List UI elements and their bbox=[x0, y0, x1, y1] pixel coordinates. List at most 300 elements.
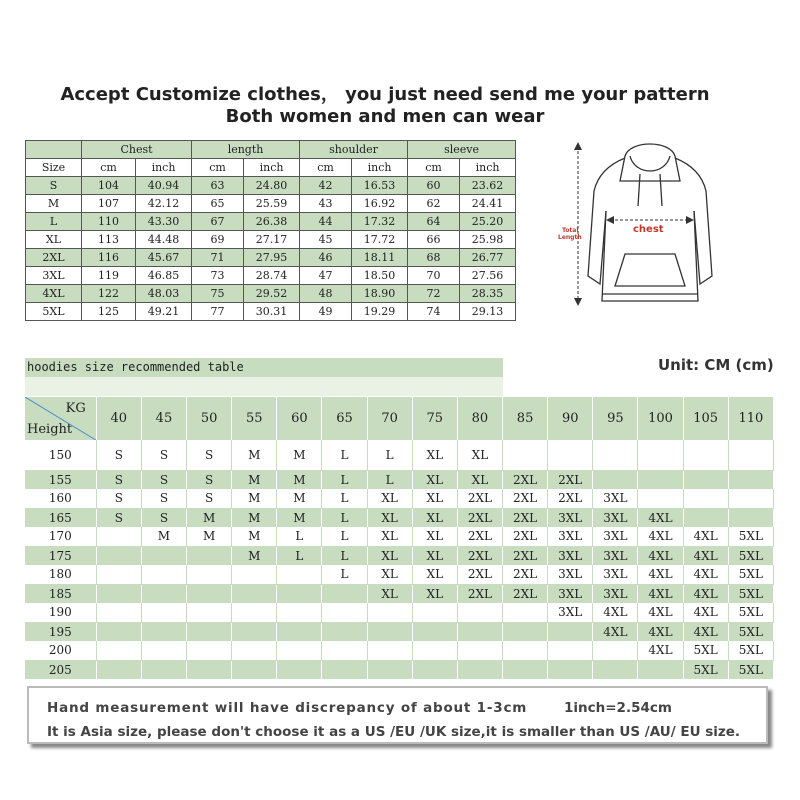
recommended-size-cell bbox=[96, 527, 141, 546]
recommended-size-cell: L bbox=[322, 565, 367, 584]
table-row bbox=[25, 508, 774, 527]
measurement-cell: 44 bbox=[300, 213, 352, 231]
recommended-size-cell: 4XL bbox=[638, 641, 683, 660]
measurement-cell: 18.50 bbox=[352, 267, 408, 285]
recommended-size-cell: 3XL bbox=[548, 527, 593, 546]
recommended-size-cell: S bbox=[141, 489, 186, 508]
size-table-unit-header: cm bbox=[192, 159, 244, 177]
size-table-group-header: Chest bbox=[82, 141, 192, 159]
height-cell: 155 bbox=[25, 470, 96, 489]
recommended-size-cell: 3XL bbox=[593, 527, 638, 546]
recommended-size-cell bbox=[277, 603, 322, 622]
recommended-size-cell: 5XL bbox=[683, 641, 728, 660]
weight-header: 70 bbox=[367, 397, 412, 440]
recommended-size-cell bbox=[548, 660, 593, 679]
recommended-size-cell bbox=[638, 440, 683, 470]
recommended-size-cell: XL bbox=[367, 584, 412, 603]
recommended-size-cell: M bbox=[232, 470, 277, 489]
recommended-size-cell: 3XL bbox=[548, 603, 593, 622]
recommended-size-cell: L bbox=[322, 527, 367, 546]
recommended-size-cell: S bbox=[96, 489, 141, 508]
recommended-size-cell bbox=[683, 440, 728, 470]
recommended-size-cell bbox=[548, 641, 593, 660]
height-cell: 205 bbox=[25, 660, 96, 679]
weight-header: 50 bbox=[187, 397, 232, 440]
recommended-size-cell bbox=[96, 565, 141, 584]
size-measurement-table bbox=[25, 140, 516, 321]
recommended-size-cell bbox=[232, 641, 277, 660]
recommended-size-cell bbox=[412, 641, 457, 660]
measurement-cell: 29.52 bbox=[244, 285, 300, 303]
measurement-cell: 46 bbox=[300, 249, 352, 267]
recommended-size-cell bbox=[503, 622, 548, 641]
table-row bbox=[25, 584, 774, 603]
recommended-size-cell: M bbox=[277, 508, 322, 527]
recommended-table-caption: hoodies size recommended table bbox=[25, 358, 503, 377]
recommended-size-cell: L bbox=[277, 527, 322, 546]
size-table-unit-header: inch bbox=[460, 159, 516, 177]
recommended-size-cell bbox=[638, 489, 683, 508]
size-cell: XL bbox=[26, 231, 82, 249]
recommended-size-cell bbox=[367, 641, 412, 660]
measurement-cell: 47 bbox=[300, 267, 352, 285]
recommended-size-cell: L bbox=[322, 440, 367, 470]
recommended-size-cell bbox=[593, 470, 638, 489]
height-cell: 165 bbox=[25, 508, 96, 527]
recommended-size-cell: XL bbox=[412, 527, 457, 546]
size-table-unit-header: inch bbox=[244, 159, 300, 177]
recommended-size-cell: 5XL bbox=[728, 641, 773, 660]
recommended-size-cell bbox=[322, 641, 367, 660]
size-cell: M bbox=[26, 195, 82, 213]
recommended-size-cell bbox=[728, 508, 773, 527]
measurement-cell: 29.13 bbox=[460, 303, 516, 321]
size-cell: 4XL bbox=[26, 285, 82, 303]
recommended-size-cell: M bbox=[232, 440, 277, 470]
measurement-cell: 66 bbox=[408, 231, 460, 249]
recommended-size-cell: L bbox=[277, 546, 322, 565]
recommended-size-cell bbox=[457, 660, 502, 679]
recommended-size-cell: XL bbox=[412, 508, 457, 527]
recommended-size-cell: XL bbox=[412, 470, 457, 489]
recommended-size-cell: 3XL bbox=[548, 584, 593, 603]
heading-line-2: Both women and men can wear bbox=[225, 106, 545, 127]
recommended-size-cell bbox=[322, 622, 367, 641]
measurement-cell: 17.72 bbox=[352, 231, 408, 249]
recommended-size-cell: 5XL bbox=[728, 660, 773, 679]
table-row bbox=[26, 303, 516, 321]
table-row bbox=[25, 470, 774, 489]
measurement-cell: 24.41 bbox=[460, 195, 516, 213]
measurement-cell: 19.29 bbox=[352, 303, 408, 321]
recommended-size-cell bbox=[141, 622, 186, 641]
recommended-size-cell: M bbox=[187, 508, 232, 527]
size-table-group-header: shoulder bbox=[300, 141, 408, 159]
recommended-size-cell bbox=[187, 603, 232, 622]
recommended-size-cell bbox=[367, 603, 412, 622]
height-cell: 190 bbox=[25, 603, 96, 622]
measurement-cell: 69 bbox=[192, 231, 244, 249]
measurement-cell: 77 bbox=[192, 303, 244, 321]
recommended-size-cell: S bbox=[96, 440, 141, 470]
recommended-size-cell: 2XL bbox=[548, 489, 593, 508]
size-table-unit-header: inch bbox=[136, 159, 192, 177]
measurement-cell: 17.32 bbox=[352, 213, 408, 231]
hoodie-diagram bbox=[540, 136, 770, 316]
recommended-size-cell bbox=[683, 470, 728, 489]
recommended-size-cell: 4XL bbox=[683, 565, 728, 584]
recommended-size-cell: 2XL bbox=[503, 470, 548, 489]
recommended-size-cell: 3XL bbox=[593, 489, 638, 508]
weight-header: 95 bbox=[593, 397, 638, 440]
recommended-size-cell: 2XL bbox=[503, 489, 548, 508]
heading-line-1: Accept Customize clothes， you just need send me your pattern bbox=[60, 84, 710, 105]
measurement-cell: 24.80 bbox=[244, 177, 300, 195]
recommended-size-cell: L bbox=[367, 470, 412, 489]
recommended-size-cell: M bbox=[277, 470, 322, 489]
measurement-cell: 45.67 bbox=[136, 249, 192, 267]
table-row bbox=[26, 231, 516, 249]
table-row bbox=[25, 546, 774, 565]
recommended-size-cell: S bbox=[187, 470, 232, 489]
measurement-cell: 48 bbox=[300, 285, 352, 303]
recommended-size-cell bbox=[96, 603, 141, 622]
arrow-up-icon bbox=[574, 142, 582, 150]
recommended-size-cell bbox=[141, 660, 186, 679]
height-cell: 170 bbox=[25, 527, 96, 546]
measurement-cell: 18.90 bbox=[352, 285, 408, 303]
recommended-size-cell bbox=[141, 584, 186, 603]
recommended-size-cell bbox=[277, 660, 322, 679]
recommended-size-cell bbox=[638, 470, 683, 489]
recommended-size-cell: 2XL bbox=[457, 584, 502, 603]
recommended-size-cell: 4XL bbox=[638, 603, 683, 622]
note-inch-conversion: 1inch=2.54cm bbox=[564, 700, 672, 716]
recommended-size-cell: 2XL bbox=[457, 565, 502, 584]
table-row bbox=[25, 440, 774, 470]
recommended-size-cell bbox=[728, 489, 773, 508]
height-cell: 175 bbox=[25, 546, 96, 565]
table-row bbox=[26, 249, 516, 267]
recommended-size-cell bbox=[141, 546, 186, 565]
table-row bbox=[25, 527, 774, 546]
recommended-size-cell bbox=[232, 660, 277, 679]
recommended-size-cell bbox=[187, 546, 232, 565]
measurement-cell: 25.20 bbox=[460, 213, 516, 231]
measurement-cell: 28.74 bbox=[244, 267, 300, 285]
measurement-cell: 49.21 bbox=[136, 303, 192, 321]
recommended-size-cell bbox=[503, 603, 548, 622]
measurement-cell: 122 bbox=[82, 285, 136, 303]
measurement-cell: 27.56 bbox=[460, 267, 516, 285]
recommended-size-cell bbox=[412, 603, 457, 622]
recommended-size-cell: XL bbox=[367, 508, 412, 527]
measurement-cell: 60 bbox=[408, 177, 460, 195]
measurement-cell: 26.38 bbox=[244, 213, 300, 231]
measurement-cell: 119 bbox=[82, 267, 136, 285]
recommended-size-cell: 2XL bbox=[457, 527, 502, 546]
recommended-size-cell bbox=[457, 603, 502, 622]
recommended-size-cell bbox=[322, 584, 367, 603]
table-row bbox=[25, 489, 774, 508]
recommended-size-cell: M bbox=[187, 527, 232, 546]
kg-label: KG bbox=[65, 401, 86, 416]
recommended-size-cell bbox=[141, 603, 186, 622]
recommended-size-cell bbox=[232, 584, 277, 603]
recommended-size-cell bbox=[548, 622, 593, 641]
recommended-size-cell: 2XL bbox=[548, 470, 593, 489]
arrow-down-icon bbox=[574, 298, 582, 306]
height-cell: 150 bbox=[25, 440, 96, 470]
recommended-size-cell: 2XL bbox=[457, 508, 502, 527]
recommended-size-cell: 4XL bbox=[638, 622, 683, 641]
arrow-right-icon bbox=[686, 216, 694, 224]
size-table-group-header: sleeve bbox=[408, 141, 516, 159]
recommended-size-cell bbox=[683, 489, 728, 508]
recommended-size-cell: 5XL bbox=[728, 622, 773, 641]
recommended-size-cell: L bbox=[322, 546, 367, 565]
recommended-size-cell: 3XL bbox=[548, 565, 593, 584]
recommended-size-cell bbox=[367, 622, 412, 641]
recommended-size-cell bbox=[457, 622, 502, 641]
recommended-size-cell bbox=[232, 603, 277, 622]
measurement-cell: 16.92 bbox=[352, 195, 408, 213]
recommended-size-cell bbox=[187, 641, 232, 660]
weight-header: 65 bbox=[322, 397, 367, 440]
recommended-size-cell: XL bbox=[412, 489, 457, 508]
measurement-cell: 107 bbox=[82, 195, 136, 213]
total-length-label-2: Length bbox=[558, 234, 582, 241]
recommended-size-cell bbox=[728, 440, 773, 470]
recommended-size-cell: 2XL bbox=[457, 489, 502, 508]
measurement-cell: 62 bbox=[408, 195, 460, 213]
measurement-cell: 75 bbox=[192, 285, 244, 303]
recommended-size-cell: M bbox=[277, 440, 322, 470]
recommended-size-cell: 3XL bbox=[593, 565, 638, 584]
measurement-cell: 70 bbox=[408, 267, 460, 285]
recommended-size-cell: 4XL bbox=[683, 546, 728, 565]
recommended-size-cell: 2XL bbox=[503, 546, 548, 565]
measurement-cell: 40.94 bbox=[136, 177, 192, 195]
recommended-size-cell bbox=[593, 440, 638, 470]
measurement-cell: 116 bbox=[82, 249, 136, 267]
table-row bbox=[26, 267, 516, 285]
recommended-size-cell: 3XL bbox=[548, 508, 593, 527]
recommended-size-cell bbox=[412, 622, 457, 641]
recommended-size-cell: 4XL bbox=[593, 622, 638, 641]
height-cell: 180 bbox=[25, 565, 96, 584]
size-table-unit-header: cm bbox=[82, 159, 136, 177]
measurement-cell: 42 bbox=[300, 177, 352, 195]
total-length-label-1: Total bbox=[562, 227, 579, 234]
recommended-size-cell bbox=[232, 565, 277, 584]
size-table-unit-header: inch bbox=[352, 159, 408, 177]
recommended-size-cell: L bbox=[322, 470, 367, 489]
recommended-size-table bbox=[25, 397, 774, 679]
measurement-cell: 27.95 bbox=[244, 249, 300, 267]
recommended-size-cell: 4XL bbox=[593, 603, 638, 622]
recommended-size-cell bbox=[548, 440, 593, 470]
recommended-size-cell bbox=[503, 440, 548, 470]
recommended-size-cell: L bbox=[322, 508, 367, 527]
recommended-size-cell: M bbox=[141, 527, 186, 546]
measurement-cell: 74 bbox=[408, 303, 460, 321]
recommended-size-cell: 4XL bbox=[683, 584, 728, 603]
recommended-size-cell: S bbox=[96, 470, 141, 489]
corner-box bbox=[25, 397, 96, 440]
recommended-size-cell: 3XL bbox=[593, 508, 638, 527]
height-cell: 200 bbox=[25, 641, 96, 660]
recommended-size-cell: 4XL bbox=[683, 622, 728, 641]
recommended-size-cell bbox=[683, 508, 728, 527]
recommended-size-cell bbox=[503, 660, 548, 679]
size-cell: S bbox=[26, 177, 82, 195]
table-row bbox=[25, 660, 774, 679]
size-table-unit-row bbox=[26, 159, 516, 177]
recommended-size-cell: XL bbox=[412, 440, 457, 470]
size-table-group-header: length bbox=[192, 141, 300, 159]
recommended-size-cell: L bbox=[367, 440, 412, 470]
recommended-size-cell bbox=[187, 622, 232, 641]
note-asia-size: It is Asia size, please don't choose it as a US /EU /UK size,it is smaller than US /AU/ EU size. bbox=[47, 724, 741, 740]
recommended-size-cell: 5XL bbox=[728, 527, 773, 546]
measurement-cell: 48.03 bbox=[136, 285, 192, 303]
measurement-cell: 25.59 bbox=[244, 195, 300, 213]
recommended-size-cell bbox=[593, 660, 638, 679]
weight-header: 45 bbox=[141, 397, 186, 440]
recommended-size-cell: 2XL bbox=[503, 527, 548, 546]
height-cell: 195 bbox=[25, 622, 96, 641]
recommended-size-cell bbox=[412, 660, 457, 679]
weight-header: 80 bbox=[457, 397, 502, 440]
measurement-cell: 45 bbox=[300, 231, 352, 249]
size-table-unit-header: cm bbox=[408, 159, 460, 177]
recommended-size-cell bbox=[322, 660, 367, 679]
note-box bbox=[27, 686, 768, 744]
table-row bbox=[26, 285, 516, 303]
note-discrepancy: Hand measurement will have discrepancy of about 1-3cm bbox=[47, 700, 528, 716]
recommended-size-cell: S bbox=[187, 489, 232, 508]
recommended-size-cell bbox=[277, 584, 322, 603]
recommended-size-cell: 2XL bbox=[503, 565, 548, 584]
recommended-size-cell: S bbox=[96, 508, 141, 527]
weight-header: 40 bbox=[96, 397, 141, 440]
measurement-cell: 67 bbox=[192, 213, 244, 231]
recommended-size-cell: L bbox=[322, 489, 367, 508]
recommended-size-cell bbox=[593, 641, 638, 660]
recommended-size-cell: 5XL bbox=[683, 660, 728, 679]
recommended-size-cell: 5XL bbox=[728, 565, 773, 584]
recommended-size-cell bbox=[457, 641, 502, 660]
measurement-cell: 43.30 bbox=[136, 213, 192, 231]
chest-label: chest bbox=[633, 224, 664, 235]
measurement-cell: 43 bbox=[300, 195, 352, 213]
size-table-group-row bbox=[26, 141, 516, 159]
measurement-cell: 30.31 bbox=[244, 303, 300, 321]
recommended-size-cell bbox=[277, 565, 322, 584]
measurement-cell: 104 bbox=[82, 177, 136, 195]
height-cell: 185 bbox=[25, 584, 96, 603]
table-row bbox=[25, 565, 774, 584]
table-row bbox=[26, 195, 516, 213]
recommended-size-cell: M bbox=[232, 489, 277, 508]
measurement-cell: 23.62 bbox=[460, 177, 516, 195]
recommended-size-cell bbox=[96, 660, 141, 679]
measurement-cell: 27.17 bbox=[244, 231, 300, 249]
table-row bbox=[25, 641, 774, 660]
recommended-size-cell bbox=[322, 603, 367, 622]
recommended-size-cell: 2XL bbox=[457, 546, 502, 565]
recommended-size-cell bbox=[728, 470, 773, 489]
measurement-cell: 28.35 bbox=[460, 285, 516, 303]
recommended-size-cell bbox=[187, 660, 232, 679]
measurement-cell: 125 bbox=[82, 303, 136, 321]
measurement-cell: 18.11 bbox=[352, 249, 408, 267]
recommended-size-cell bbox=[367, 660, 412, 679]
weight-header: 60 bbox=[277, 397, 322, 440]
recommended-size-cell: S bbox=[141, 508, 186, 527]
recommended-size-cell: M bbox=[232, 527, 277, 546]
recommended-size-cell bbox=[96, 622, 141, 641]
recommended-size-cell bbox=[96, 641, 141, 660]
measurement-cell: 16.53 bbox=[352, 177, 408, 195]
size-table-corner bbox=[26, 141, 82, 159]
recommended-size-cell: XL bbox=[367, 546, 412, 565]
recommended-size-cell: 5XL bbox=[728, 584, 773, 603]
size-table-unit-header: cm bbox=[300, 159, 352, 177]
recommended-size-cell: XL bbox=[457, 470, 502, 489]
arrow-left-icon bbox=[606, 216, 614, 224]
recommended-size-cell bbox=[96, 546, 141, 565]
table-row bbox=[26, 213, 516, 231]
recommended-size-cell: 5XL bbox=[728, 546, 773, 565]
recommended-size-cell bbox=[503, 641, 548, 660]
measurement-cell: 42.12 bbox=[136, 195, 192, 213]
recommended-size-cell bbox=[277, 622, 322, 641]
size-cell: 2XL bbox=[26, 249, 82, 267]
corner-cell bbox=[25, 397, 96, 440]
weight-header: 100 bbox=[638, 397, 683, 440]
recommended-size-cell: 4XL bbox=[638, 546, 683, 565]
recommended-size-cell: 3XL bbox=[548, 546, 593, 565]
recommended-size-cell: M bbox=[277, 489, 322, 508]
recommended-size-cell: 4XL bbox=[638, 527, 683, 546]
recommended-size-cell: XL bbox=[367, 565, 412, 584]
measurement-cell: 44.48 bbox=[136, 231, 192, 249]
recommended-size-cell: 4XL bbox=[638, 584, 683, 603]
recommended-size-cell bbox=[141, 641, 186, 660]
measurement-cell: 113 bbox=[82, 231, 136, 249]
size-cell: 3XL bbox=[26, 267, 82, 285]
recommended-size-cell: 3XL bbox=[593, 584, 638, 603]
recommended-size-cell bbox=[187, 584, 232, 603]
size-table-size-header: Size bbox=[26, 159, 82, 177]
recommended-size-cell: M bbox=[232, 508, 277, 527]
weight-header: 85 bbox=[503, 397, 548, 440]
recommended-size-cell: S bbox=[141, 440, 186, 470]
height-label: Height bbox=[27, 422, 73, 437]
recommended-size-cell: 2XL bbox=[503, 584, 548, 603]
recommended-size-cell: XL bbox=[457, 440, 502, 470]
recommended-size-cell bbox=[96, 584, 141, 603]
recommended-size-cell bbox=[277, 641, 322, 660]
recommended-size-cell: M bbox=[232, 546, 277, 565]
size-cell: L bbox=[26, 213, 82, 231]
recommended-size-cell bbox=[141, 565, 186, 584]
size-cell: 5XL bbox=[26, 303, 82, 321]
measurement-cell: 68 bbox=[408, 249, 460, 267]
table-row bbox=[25, 622, 774, 641]
